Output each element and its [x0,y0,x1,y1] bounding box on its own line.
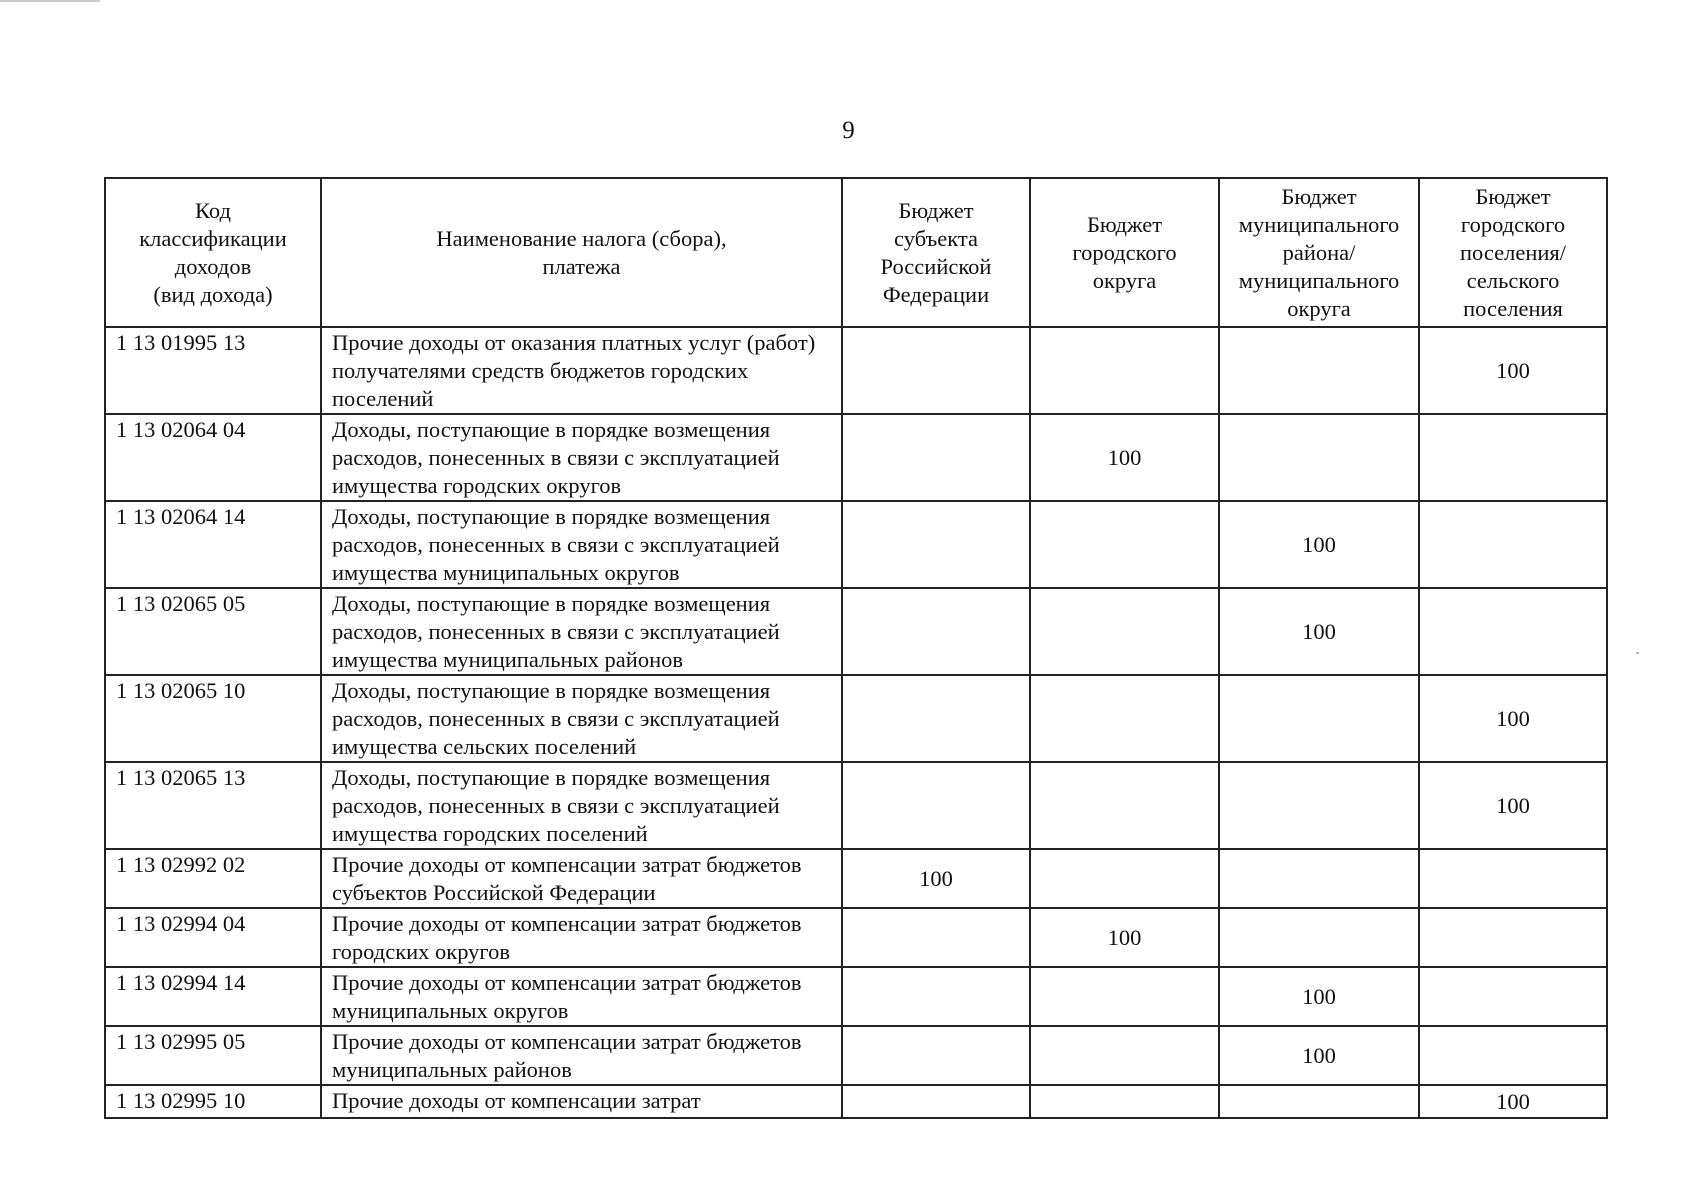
payment-name-cell: Доходы, поступающие в порядке возмещения расходов, понесенных в связи с эксплуатацией имущества городских поселений [321,762,842,849]
header-code-text: Код классификации доходов (вид дохода) [139,197,287,307]
federal-subject-value-cell [842,967,1030,1026]
income-code-cell: 1 13 02994 04 [105,908,321,967]
income-code-cell: 1 13 02994 14 [105,967,321,1026]
federal-subject-value-cell [842,675,1030,762]
federal-subject-value-cell [842,327,1030,414]
header-name [321,178,842,327]
municipal-area-value-cell: 100 [1219,501,1419,588]
header-city-district-budget-text: Бюджет городского округа [1072,211,1177,293]
table-row [105,414,1607,501]
scan-speck [1636,652,1639,654]
header-municipal-area-budget-text: Бюджет муниципального района/ муниципального округа [1238,183,1400,321]
municipal-area-value-cell: 100 [1219,967,1419,1026]
table-row [105,1085,1607,1118]
payment-name-cell: Доходы, поступающие в порядке возмещения расходов, понесенных в связи с эксплуатацией имущества муниципальных районов [321,588,842,675]
city-district-value-cell: 100 [1030,414,1219,501]
income-code-cell: 1 13 02065 10 [105,675,321,762]
table-body [105,327,1607,1118]
income-code-cell: 1 13 01995 13 [105,327,321,414]
income-code-cell: 1 13 02065 05 [105,588,321,675]
city-district-value-cell: 100 [1030,908,1219,967]
table-row [105,762,1607,849]
municipal-area-value-cell [1219,1085,1419,1118]
city-district-value-cell [1030,501,1219,588]
payment-name-cell: Доходы, поступающие в порядке возмещения расходов, понесенных в связи с эксплуатацией имущества сельских поселений [321,675,842,762]
income-code-cell: 1 13 02064 04 [105,414,321,501]
federal-subject-value-cell [842,762,1030,849]
settlement-value-cell: 100 [1419,1085,1607,1118]
settlement-value-cell [1419,967,1607,1026]
federal-subject-value-cell [842,908,1030,967]
settlement-value-cell [1419,414,1607,501]
income-classification-table [104,177,1608,1119]
city-district-value-cell [1030,327,1219,414]
table-row [105,327,1607,414]
federal-subject-value-cell [842,414,1030,501]
income-code-cell: 1 13 02995 10 [105,1085,321,1118]
header-settlement-budget-text: Бюджет городского поселения/ сельского поселения [1460,183,1566,321]
table-row [105,908,1607,967]
federal-subject-value-cell [842,1026,1030,1085]
settlement-value-cell [1419,1026,1607,1085]
payment-name-cell: Прочие доходы от компенсации затрат бюджетов муниципальных районов [321,1026,842,1085]
federal-subject-value-cell [842,1085,1030,1118]
payment-name-cell: Прочие доходы от компенсации затрат бюджетов городских округов [321,908,842,967]
settlement-value-cell [1419,849,1607,908]
federal-subject-value-cell: 100 [842,849,1030,908]
city-district-value-cell [1030,967,1219,1026]
settlement-value-cell [1419,588,1607,675]
municipal-area-value-cell: 100 [1219,588,1419,675]
municipal-area-value-cell [1219,327,1419,414]
payment-name-cell: Доходы, поступающие в порядке возмещения расходов, понесенных в связи с эксплуатацией имущества муниципальных округов [321,501,842,588]
income-code-cell: 1 13 02992 02 [105,849,321,908]
header-municipal-area-budget [1219,178,1419,327]
payment-name-cell: Прочие доходы от оказания платных услуг (работ) получателями средств бюджетов городских поселений [321,327,842,414]
income-code-cell: 1 13 02995 05 [105,1026,321,1085]
federal-subject-value-cell [842,501,1030,588]
city-district-value-cell [1030,588,1219,675]
scan-edge-mark [0,0,100,2]
settlement-value-cell: 100 [1419,762,1607,849]
city-district-value-cell [1030,1026,1219,1085]
municipal-area-value-cell [1219,675,1419,762]
header-settlement-budget [1419,178,1607,327]
page-number: 9 [842,117,855,144]
payment-name-cell: Прочие доходы от компенсации затрат бюджетов муниципальных округов [321,967,842,1026]
table-row [105,849,1607,908]
header-federal-subject-budget [842,178,1030,327]
settlement-value-cell [1419,908,1607,967]
municipal-area-value-cell [1219,762,1419,849]
header-code [105,178,321,327]
payment-name-cell: Прочие доходы от компенсации затрат бюджетов субъектов Российской Федерации [321,849,842,908]
payment-name-cell: Прочие доходы от компенсации затрат [321,1085,842,1118]
municipal-area-value-cell [1219,849,1419,908]
settlement-value-cell: 100 [1419,675,1607,762]
payment-name-cell: Доходы, поступающие в порядке возмещения расходов, понесенных в связи с эксплуатацией имущества городских округов [321,414,842,501]
city-district-value-cell [1030,762,1219,849]
table-row [105,675,1607,762]
table-header-row [105,178,1607,327]
municipal-area-value-cell: 100 [1219,1026,1419,1085]
header-city-district-budget [1030,178,1219,327]
table-row [105,501,1607,588]
settlement-value-cell: 100 [1419,327,1607,414]
city-district-value-cell [1030,675,1219,762]
table-row [105,1026,1607,1085]
city-district-value-cell [1030,849,1219,908]
income-code-cell: 1 13 02064 14 [105,501,321,588]
federal-subject-value-cell [842,588,1030,675]
header-federal-subject-budget-text: Бюджет субъекта Российской Федерации [880,197,992,307]
municipal-area-value-cell [1219,908,1419,967]
city-district-value-cell [1030,1085,1219,1118]
income-code-cell: 1 13 02065 13 [105,762,321,849]
table-row [105,588,1607,675]
settlement-value-cell [1419,501,1607,588]
header-name-text: Наименование налога (сбора), платежа [436,225,727,279]
municipal-area-value-cell [1219,414,1419,501]
table-row [105,967,1607,1026]
